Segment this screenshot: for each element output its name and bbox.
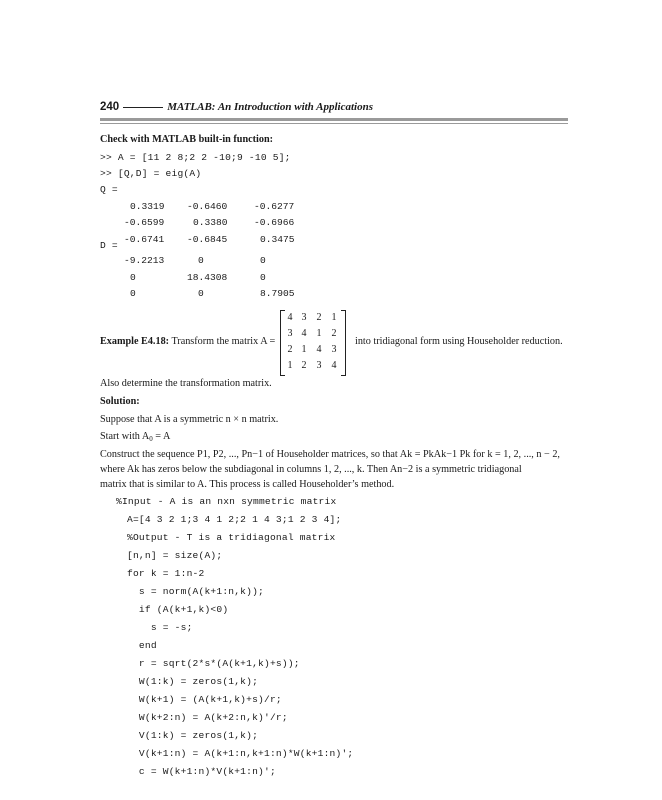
d-cell: 0 bbox=[198, 255, 204, 266]
example-matrix bbox=[280, 310, 346, 374]
d-cell: 0 bbox=[198, 288, 204, 299]
solution-heading: Solution: bbox=[100, 396, 140, 407]
d-cell: 18.4308 bbox=[187, 272, 228, 283]
code-line: r = sqrt(2*s*(A(k+1,k)+s)); bbox=[127, 658, 300, 669]
code-line: W(1:k) = zeros(1,k); bbox=[127, 676, 259, 687]
header-rule-thin bbox=[100, 123, 568, 124]
code-line: W(k+2:n) = A(k+2:n,k)'/r; bbox=[127, 712, 288, 723]
command-line-2: >> [Q,D] = eig(A) bbox=[100, 168, 202, 179]
book-title: MATLAB: An Introduction with Applications bbox=[167, 101, 373, 113]
code-line: s = norm(A(k+1:n,k)); bbox=[127, 586, 265, 597]
solution-line-2-sub: 0 bbox=[149, 435, 153, 443]
solution-para-3: matrix that is similar to A. This process is called Householder’s method. bbox=[100, 479, 395, 490]
code-line: for k = 1:n-2 bbox=[127, 568, 205, 579]
d-label: D = bbox=[100, 240, 118, 251]
d-cell: 0 bbox=[130, 288, 136, 299]
code-line: A=[4 3 2 1;3 4 1 2;2 1 4 3;1 2 3 4]; bbox=[127, 514, 342, 525]
example-label: Example E4.18: bbox=[100, 336, 170, 347]
code-line: V(k+1:n) = A(k+1:n,k+1:n)*W(k+1:n)'; bbox=[127, 748, 354, 759]
code-line: s = -s; bbox=[127, 622, 193, 633]
solution-para-2: where Ak has zeros below the subdiagonal in columns 1, 2, ..., k. Then An−2 is a symmetric tridiagonal bbox=[100, 464, 522, 475]
example-statement bbox=[100, 336, 275, 347]
d-cell: -9.2213 bbox=[124, 255, 165, 266]
right-bracket bbox=[341, 310, 346, 376]
header-rule-thick bbox=[100, 118, 568, 121]
q-cell: -0.6741 bbox=[124, 234, 165, 245]
q-cell: -0.6277 bbox=[254, 201, 295, 212]
solution-line-2 bbox=[100, 431, 170, 442]
matrix-cell: 2 bbox=[301, 360, 307, 371]
matrix-cell: 2 bbox=[331, 328, 337, 339]
example-text-before: Transform the matrix A = bbox=[171, 336, 276, 347]
solution-line-2b: = A bbox=[152, 431, 171, 442]
q-cell: 0.3475 bbox=[260, 234, 295, 245]
matrix-cell: 2 bbox=[287, 344, 293, 355]
running-head bbox=[100, 101, 373, 113]
code-line: %Input - A is an nxn symmetric matrix bbox=[116, 496, 337, 507]
d-cell: 0 bbox=[260, 272, 266, 283]
matrix-cell: 3 bbox=[331, 344, 337, 355]
d-cell: 8.7905 bbox=[260, 288, 295, 299]
matrix-cell: 4 bbox=[331, 360, 337, 371]
page-number: 240 bbox=[100, 101, 120, 113]
code-line: c = W(k+1:n)*V(k+1:n)'; bbox=[127, 766, 276, 777]
solution-line-1: Suppose that A is a symmetric n × n matrix. bbox=[100, 414, 279, 425]
q-cell: 0.3380 bbox=[193, 217, 228, 228]
matrix-cell: 3 bbox=[287, 328, 293, 339]
q-label: Q = bbox=[100, 184, 118, 195]
q-cell: -0.6460 bbox=[187, 201, 228, 212]
matrix-cell: 4 bbox=[301, 328, 307, 339]
solution-para-1: Construct the sequence P1, P2, ..., Pn−1 of Householder matrices, so that Ak = PkAk−1 Pk for k = 1, 2, ..., n − 2, bbox=[100, 449, 560, 460]
matrix-cell: 1 bbox=[331, 312, 337, 323]
example-text-after: into tridiagonal form using Householder reduction. bbox=[355, 336, 563, 347]
matrix-cell: 3 bbox=[301, 312, 307, 323]
matrix-cell: 3 bbox=[316, 360, 322, 371]
code-line: W(k+1) = (A(k+1,k)+s)/r; bbox=[127, 694, 282, 705]
check-heading: Check with MATLAB built-in function: bbox=[100, 134, 274, 145]
matrix-cell: 4 bbox=[316, 344, 322, 355]
code-line: V(1:k) = zeros(1,k); bbox=[127, 730, 259, 741]
matrix-cell: 2 bbox=[316, 312, 322, 323]
q-cell: -0.6966 bbox=[254, 217, 295, 228]
q-cell: -0.6845 bbox=[187, 234, 228, 245]
command-line-1: >> A = [11 2 8;2 2 -10;9 -10 5]; bbox=[100, 152, 291, 163]
d-cell: 0 bbox=[130, 272, 136, 283]
matrix-cell: 4 bbox=[287, 312, 293, 323]
matrix-cell: 1 bbox=[287, 360, 293, 371]
example-also: Also determine the transformation matrix. bbox=[100, 378, 272, 389]
code-line: %Output - T is a tridiagonal matrix bbox=[127, 532, 336, 543]
code-line: end bbox=[127, 640, 157, 651]
matrix-cell: 1 bbox=[301, 344, 307, 355]
code-line: if (A(k+1,k)<0) bbox=[127, 604, 229, 615]
solution-line-2a: Start with A bbox=[100, 431, 150, 442]
q-cell: -0.6599 bbox=[124, 217, 165, 228]
header-dash bbox=[123, 107, 163, 108]
d-cell: 0 bbox=[260, 255, 266, 266]
matrix-cell: 1 bbox=[316, 328, 322, 339]
code-line: [n,n] = size(A); bbox=[127, 550, 223, 561]
q-cell: 0.3319 bbox=[130, 201, 165, 212]
